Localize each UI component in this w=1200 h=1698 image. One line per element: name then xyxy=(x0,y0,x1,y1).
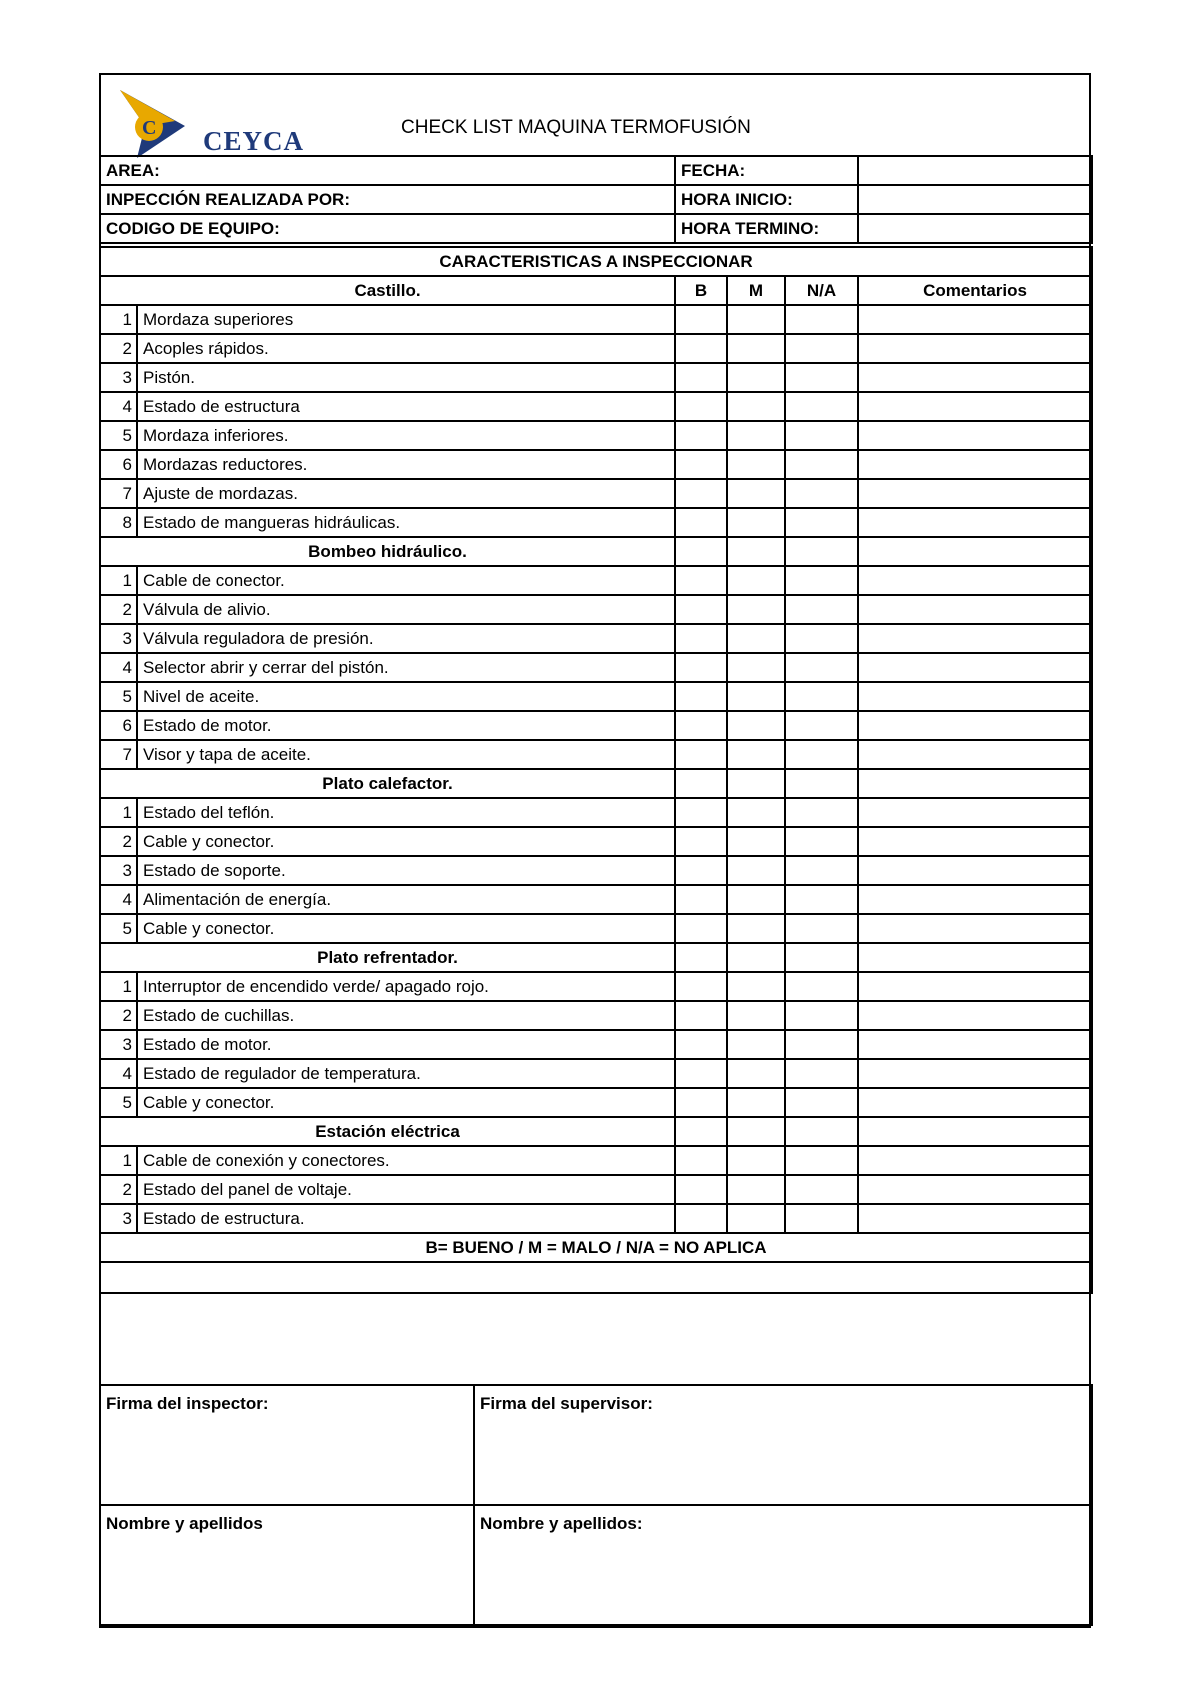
check-b-cell[interactable] xyxy=(675,1088,727,1117)
comment-cell[interactable] xyxy=(858,1175,1092,1204)
item-description: Ajuste de mordazas. xyxy=(137,479,675,508)
check-m-cell[interactable] xyxy=(727,537,785,566)
check-b-cell[interactable] xyxy=(675,305,727,334)
item-number: 1 xyxy=(100,305,137,334)
item-number: 7 xyxy=(100,479,137,508)
checklist-item-row xyxy=(100,798,1092,827)
check-b-cell[interactable] xyxy=(675,1030,727,1059)
checklist-item-row xyxy=(100,1030,1092,1059)
comment-cell[interactable] xyxy=(858,682,1092,711)
checklist-item-row xyxy=(100,653,1092,682)
logo-letter: C xyxy=(142,117,157,139)
checklist-item-row xyxy=(100,566,1092,595)
checklist-item-row xyxy=(100,595,1092,624)
item-description: Estado de mangueras hidráulicas. xyxy=(137,508,675,537)
comment-cell[interactable] xyxy=(858,711,1092,740)
check-m-cell[interactable] xyxy=(727,972,785,1001)
comment-cell[interactable] xyxy=(858,740,1092,769)
comment-cell[interactable] xyxy=(858,392,1092,421)
check-b-cell[interactable] xyxy=(675,595,727,624)
item-description: Interruptor de encendido verde/ apagado rojo. xyxy=(137,972,675,1001)
section-title: Plato calefactor. xyxy=(100,769,675,798)
section-header-row xyxy=(100,276,1092,305)
checklist-item-row xyxy=(100,1146,1092,1175)
firma-inspector-label[interactable]: Firma del inspector: xyxy=(100,1385,474,1505)
checklist-item-row xyxy=(100,363,1092,392)
inspector-label: INPECCIÓN REALIZADA POR: xyxy=(100,185,675,214)
item-number: 1 xyxy=(100,1146,137,1175)
checklist-item-row xyxy=(100,740,1092,769)
item-description: Estado de estructura. xyxy=(137,1204,675,1233)
checklist-item-row xyxy=(100,856,1092,885)
check-na-cell[interactable] xyxy=(785,1030,858,1059)
comment-cell[interactable] xyxy=(858,1117,1092,1146)
item-number: 5 xyxy=(100,914,137,943)
legend-text: B= BUENO / M = MALO / N/A = NO APLICA xyxy=(100,1233,1092,1262)
header xyxy=(101,75,1089,157)
check-b-cell[interactable] xyxy=(675,1059,727,1088)
item-description: Estado de cuchillas. xyxy=(137,1001,675,1030)
check-b-cell[interactable] xyxy=(675,798,727,827)
checklist-item-row xyxy=(100,624,1092,653)
check-na-cell[interactable] xyxy=(785,508,858,537)
item-number: 1 xyxy=(100,566,137,595)
comment-cell[interactable] xyxy=(858,943,1092,972)
checklist-item-row xyxy=(100,305,1092,334)
section-title: Bombeo hidráulico. xyxy=(100,537,675,566)
checklist-item-row xyxy=(100,479,1092,508)
check-na-cell[interactable] xyxy=(785,537,858,566)
checklist-item-row xyxy=(100,1001,1092,1030)
check-m-cell[interactable] xyxy=(727,1088,785,1117)
item-number: 7 xyxy=(100,740,137,769)
comment-cell[interactable] xyxy=(858,885,1092,914)
check-na-cell[interactable] xyxy=(785,595,858,624)
check-na-cell[interactable] xyxy=(785,392,858,421)
check-na-cell[interactable] xyxy=(785,305,858,334)
check-m-cell[interactable] xyxy=(727,624,785,653)
item-number: 2 xyxy=(100,1001,137,1030)
signature-table xyxy=(99,1384,1093,1626)
legend-row xyxy=(100,1233,1092,1262)
check-b-cell[interactable] xyxy=(675,653,727,682)
comment-cell[interactable] xyxy=(858,1059,1092,1088)
hora-inicio-label: HORA INICIO: xyxy=(675,185,858,214)
check-b-cell[interactable] xyxy=(675,740,727,769)
check-b-cell[interactable] xyxy=(675,914,727,943)
check-m-cell[interactable] xyxy=(727,914,785,943)
check-m-cell[interactable] xyxy=(727,392,785,421)
check-na-cell[interactable] xyxy=(785,1088,858,1117)
check-na-cell[interactable] xyxy=(785,711,858,740)
check-m-cell[interactable] xyxy=(727,943,785,972)
check-na-cell[interactable] xyxy=(785,740,858,769)
checklist-sheet xyxy=(99,73,1091,1628)
check-b-cell[interactable] xyxy=(675,972,727,1001)
item-description: Nivel de aceite. xyxy=(137,682,675,711)
hora-termino-label: HORA TERMINO: xyxy=(675,214,858,243)
comment-cell[interactable] xyxy=(858,1001,1092,1030)
comment-cell[interactable] xyxy=(858,1146,1092,1175)
checklist-item-row xyxy=(100,421,1092,450)
item-number: 3 xyxy=(100,1204,137,1233)
check-m-cell[interactable] xyxy=(727,1175,785,1204)
checklist-item-row xyxy=(100,827,1092,856)
item-number: 5 xyxy=(100,421,137,450)
check-m-cell[interactable] xyxy=(727,1001,785,1030)
item-description: Mordaza inferiores. xyxy=(137,421,675,450)
item-number: 6 xyxy=(100,450,137,479)
check-b-cell[interactable] xyxy=(675,624,727,653)
item-description: Válvula reguladora de presión. xyxy=(137,624,675,653)
check-na-cell[interactable] xyxy=(785,653,858,682)
item-number: 3 xyxy=(100,1030,137,1059)
item-description: Estado de estructura xyxy=(137,392,675,421)
check-na-cell[interactable] xyxy=(785,769,858,798)
check-m-cell[interactable] xyxy=(727,740,785,769)
check-na-cell[interactable] xyxy=(785,363,858,392)
check-b-cell[interactable] xyxy=(675,479,727,508)
item-number: 4 xyxy=(100,885,137,914)
check-m-cell[interactable] xyxy=(727,566,785,595)
item-number: 1 xyxy=(100,972,137,1001)
page-title: CHECK LIST MAQUINA TERMOFUSIÓN xyxy=(401,117,751,138)
check-na-cell[interactable] xyxy=(785,1146,858,1175)
check-m-cell[interactable] xyxy=(727,1117,785,1146)
col-m-header: M xyxy=(727,276,785,305)
check-m-cell[interactable] xyxy=(727,1030,785,1059)
item-description: Válvula de alivio. xyxy=(137,595,675,624)
item-description: Selector abrir y cerrar del pistón. xyxy=(137,653,675,682)
comment-cell[interactable] xyxy=(858,566,1092,595)
check-na-cell[interactable] xyxy=(785,798,858,827)
comment-cell[interactable] xyxy=(858,305,1092,334)
item-description: Estado de soporte. xyxy=(137,856,675,885)
item-number: 5 xyxy=(100,682,137,711)
item-description: Estado del teflón. xyxy=(137,798,675,827)
check-m-cell[interactable] xyxy=(727,334,785,363)
checklist-item-row xyxy=(100,914,1092,943)
check-na-cell[interactable] xyxy=(785,1175,858,1204)
check-b-cell[interactable] xyxy=(675,856,727,885)
check-na-cell[interactable] xyxy=(785,624,858,653)
item-description: Cable y conector. xyxy=(137,914,675,943)
item-number: 4 xyxy=(100,653,137,682)
blank-cell[interactable] xyxy=(100,1262,1092,1293)
item-number: 1 xyxy=(100,798,137,827)
comment-cell[interactable] xyxy=(858,595,1092,624)
item-description: Estado de motor. xyxy=(137,711,675,740)
check-b-cell[interactable] xyxy=(675,508,727,537)
item-description: Visor y tapa de aceite. xyxy=(137,740,675,769)
codigo-label: CODIGO DE EQUIPO: xyxy=(100,214,675,243)
checklist-item-row xyxy=(100,711,1092,740)
check-m-cell[interactable] xyxy=(727,305,785,334)
section-title: Plato refrentador. xyxy=(100,943,675,972)
section-header-row xyxy=(100,1117,1092,1146)
check-b-cell[interactable] xyxy=(675,711,727,740)
checklist-item-row xyxy=(100,682,1092,711)
comment-cell[interactable] xyxy=(858,421,1092,450)
item-description: Cable de conector. xyxy=(137,566,675,595)
ceyca-logo-icon xyxy=(115,88,205,158)
comment-cell[interactable] xyxy=(858,1204,1092,1233)
checklist-item-row xyxy=(100,1088,1092,1117)
comment-cell[interactable] xyxy=(858,827,1092,856)
check-m-cell[interactable] xyxy=(727,363,785,392)
check-b-cell[interactable] xyxy=(675,1146,727,1175)
comment-cell[interactable] xyxy=(858,914,1092,943)
item-description: Cable de conexión y conectores. xyxy=(137,1146,675,1175)
check-b-cell[interactable] xyxy=(675,537,727,566)
item-number: 5 xyxy=(100,1088,137,1117)
checklist-heading: CARACTERISTICAS A INSPECCIONAR xyxy=(100,247,1092,276)
check-na-cell[interactable] xyxy=(785,1204,858,1233)
item-description: Estado de motor. xyxy=(137,1030,675,1059)
comment-cell[interactable] xyxy=(858,972,1092,1001)
item-description: Cable y conector. xyxy=(137,1088,675,1117)
check-m-cell[interactable] xyxy=(727,1059,785,1088)
item-number: 6 xyxy=(100,711,137,740)
comment-cell[interactable] xyxy=(858,798,1092,827)
section-title: Castillo. xyxy=(100,276,675,305)
check-na-cell[interactable] xyxy=(785,1117,858,1146)
checklist-item-row xyxy=(100,392,1092,421)
item-number: 3 xyxy=(100,856,137,885)
check-b-cell[interactable] xyxy=(675,1175,727,1204)
check-na-cell[interactable] xyxy=(785,943,858,972)
comment-cell[interactable] xyxy=(858,479,1092,508)
col-b-header: B xyxy=(675,276,727,305)
item-description: Mordaza superiores xyxy=(137,305,675,334)
blank-row xyxy=(100,1262,1092,1293)
check-b-cell[interactable] xyxy=(675,421,727,450)
check-b-cell[interactable] xyxy=(675,450,727,479)
check-b-cell[interactable] xyxy=(675,392,727,421)
check-b-cell[interactable] xyxy=(675,334,727,363)
check-b-cell[interactable] xyxy=(675,827,727,856)
item-number: 4 xyxy=(100,1059,137,1088)
checklist-item-row xyxy=(100,450,1092,479)
check-m-cell[interactable] xyxy=(727,653,785,682)
item-description: Estado del panel de voltaje. xyxy=(137,1175,675,1204)
item-description: Mordazas reductores. xyxy=(137,450,675,479)
check-m-cell[interactable] xyxy=(727,1204,785,1233)
checklist-table xyxy=(99,246,1093,1294)
check-m-cell[interactable] xyxy=(727,885,785,914)
check-m-cell[interactable] xyxy=(727,595,785,624)
check-b-cell[interactable] xyxy=(675,769,727,798)
comment-cell[interactable] xyxy=(858,537,1092,566)
check-m-cell[interactable] xyxy=(727,508,785,537)
area-label: AREA: xyxy=(100,156,675,185)
firma-supervisor-label[interactable]: Firma del supervisor: xyxy=(474,1385,1092,1505)
logo-text: CEYCA xyxy=(203,126,305,156)
check-m-cell[interactable] xyxy=(727,769,785,798)
check-b-cell[interactable] xyxy=(675,682,727,711)
check-m-cell[interactable] xyxy=(727,711,785,740)
check-na-cell[interactable] xyxy=(785,334,858,363)
check-na-cell[interactable] xyxy=(785,450,858,479)
check-na-cell[interactable] xyxy=(785,479,858,508)
info-table xyxy=(99,155,1093,244)
check-b-cell[interactable] xyxy=(675,1001,727,1030)
checklist-item-row xyxy=(100,885,1092,914)
checklist-item-row xyxy=(100,1204,1092,1233)
item-description: Pistón. xyxy=(137,363,675,392)
hora-inicio-field[interactable] xyxy=(858,185,1092,214)
check-m-cell[interactable] xyxy=(727,682,785,711)
hora-termino-field[interactable] xyxy=(858,214,1092,243)
section-header-row xyxy=(100,769,1092,798)
check-na-cell[interactable] xyxy=(785,1001,858,1030)
check-b-cell[interactable] xyxy=(675,885,727,914)
checklist-item-row xyxy=(100,508,1092,537)
checklist-item-row xyxy=(100,1175,1092,1204)
item-number: 4 xyxy=(100,392,137,421)
fecha-label: FECHA: xyxy=(675,156,858,185)
comment-cell[interactable] xyxy=(858,363,1092,392)
check-b-cell[interactable] xyxy=(675,363,727,392)
fecha-field[interactable] xyxy=(858,156,1092,185)
nombre-inspector-label[interactable]: Nombre y apellidos xyxy=(100,1505,474,1625)
item-number: 2 xyxy=(100,595,137,624)
check-m-cell[interactable] xyxy=(727,479,785,508)
section-header-row xyxy=(100,537,1092,566)
item-number: 3 xyxy=(100,363,137,392)
col-comentarios-header: Comentarios xyxy=(858,276,1092,305)
comment-cell[interactable] xyxy=(858,653,1092,682)
section-header-row xyxy=(100,943,1092,972)
comment-cell[interactable] xyxy=(858,334,1092,363)
comment-cell[interactable] xyxy=(858,769,1092,798)
checklist-item-row xyxy=(100,1059,1092,1088)
item-number: 8 xyxy=(100,508,137,537)
checklist-item-row xyxy=(100,334,1092,363)
comment-cell[interactable] xyxy=(858,1088,1092,1117)
check-b-cell[interactable] xyxy=(675,566,727,595)
section-title: Estación eléctrica xyxy=(100,1117,675,1146)
checklist-item-row xyxy=(100,972,1092,1001)
check-na-cell[interactable] xyxy=(785,421,858,450)
check-m-cell[interactable] xyxy=(727,856,785,885)
check-na-cell[interactable] xyxy=(785,914,858,943)
check-na-cell[interactable] xyxy=(785,1059,858,1088)
check-na-cell[interactable] xyxy=(785,827,858,856)
item-number: 2 xyxy=(100,827,137,856)
check-b-cell[interactable] xyxy=(675,943,727,972)
col-na-header: N/A xyxy=(785,276,858,305)
item-description: Cable y conector. xyxy=(137,827,675,856)
comment-cell[interactable] xyxy=(858,1030,1092,1059)
nombre-supervisor-label[interactable]: Nombre y apellidos: xyxy=(474,1505,1092,1625)
company-logo xyxy=(115,88,305,158)
comment-cell[interactable] xyxy=(858,508,1092,537)
check-m-cell[interactable] xyxy=(727,1146,785,1175)
item-description: Estado de regulador de temperatura. xyxy=(137,1059,675,1088)
check-m-cell[interactable] xyxy=(727,450,785,479)
item-number: 2 xyxy=(100,1175,137,1204)
item-number: 3 xyxy=(100,624,137,653)
check-m-cell[interactable] xyxy=(727,421,785,450)
item-description: Acoples rápidos. xyxy=(137,334,675,363)
check-m-cell[interactable] xyxy=(727,798,785,827)
item-number: 2 xyxy=(100,334,137,363)
comment-cell[interactable] xyxy=(858,624,1092,653)
check-m-cell[interactable] xyxy=(727,827,785,856)
comment-cell[interactable] xyxy=(858,856,1092,885)
check-na-cell[interactable] xyxy=(785,682,858,711)
check-b-cell[interactable] xyxy=(675,1117,727,1146)
comment-cell[interactable] xyxy=(858,450,1092,479)
check-b-cell[interactable] xyxy=(675,1204,727,1233)
check-na-cell[interactable] xyxy=(785,972,858,1001)
check-na-cell[interactable] xyxy=(785,885,858,914)
item-description: Alimentación de energía. xyxy=(137,885,675,914)
check-na-cell[interactable] xyxy=(785,566,858,595)
check-na-cell[interactable] xyxy=(785,856,858,885)
